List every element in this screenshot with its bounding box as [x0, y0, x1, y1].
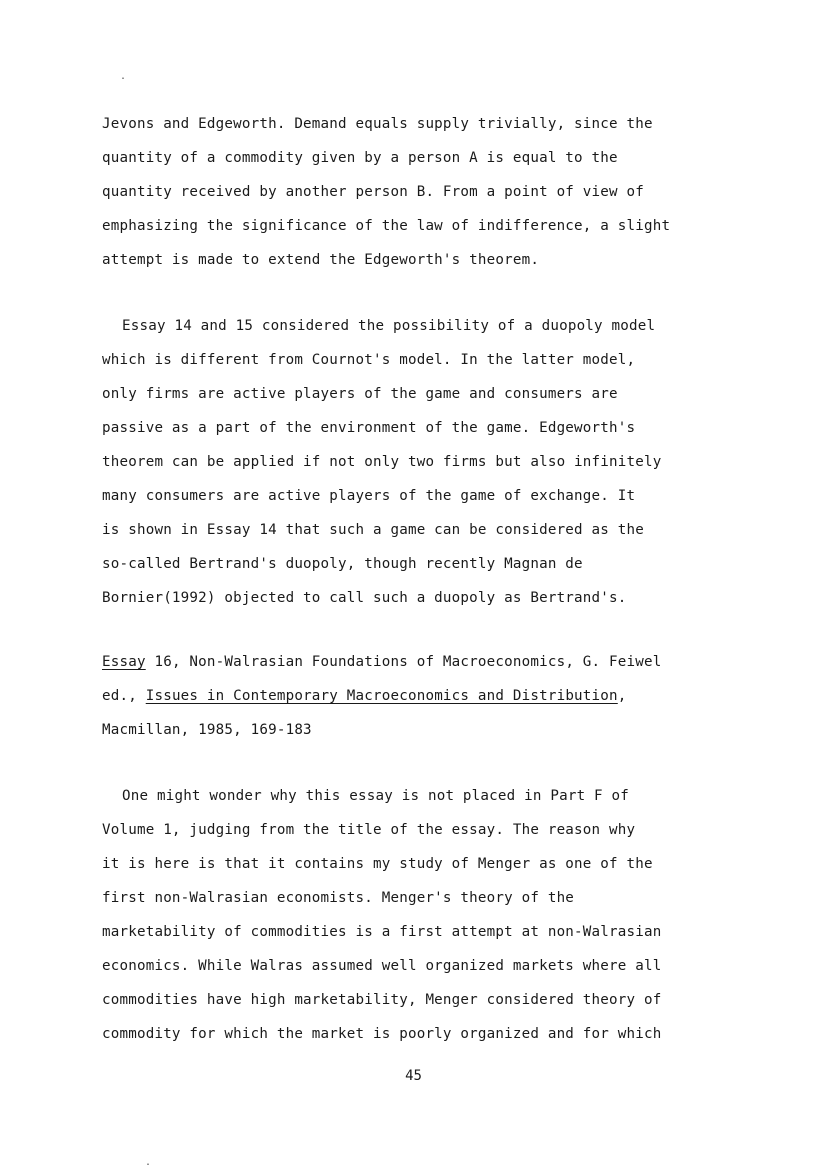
page-number: 45 — [405, 1068, 422, 1084]
text-line: which is different from Cournot's model. In the latter model, — [102, 352, 636, 368]
text-line: only firms are active players of the game and consumers are — [102, 386, 618, 402]
editor-label: ed., — [102, 688, 137, 704]
paragraph-menger — [102, 779, 727, 1051]
text-line — [102, 107, 727, 141]
reference-punctuation: , — [617, 688, 627, 704]
text-line: so-called Bertrand's duopoly, though recently Magnan de — [102, 556, 583, 572]
text-line: Bornier(1992) objected to call such a duopoly as Bertrand's. — [102, 590, 627, 606]
paragraph-duopoly-model — [102, 309, 727, 615]
text-line-content: Jevons and Edgeworth. Demand equals supply trivially, since the — [102, 116, 653, 132]
essay-label: Essay — [102, 654, 146, 670]
text-line: it is here is that it contains my study of Menger as one of the — [102, 856, 653, 872]
essay-reference — [102, 645, 727, 747]
book-title: Issues in Contemporary Macroeconomics and Distribution — [145, 688, 618, 704]
reference-text: 16, Non-Walrasian Foundations of Macroeconomics, G. Feiwel — [145, 654, 662, 670]
paragraph-edgeworth-theorem — [102, 107, 727, 277]
scan-speck: . — [145, 1157, 152, 1168]
text-line: theorem can be applied if not only two firms but also infinitely — [102, 454, 662, 470]
text-line: One might wonder why this essay is not placed in Part F of — [122, 788, 630, 804]
reference-line — [102, 679, 727, 713]
text-line: commodities have high marketability, Menger considered theory of — [102, 992, 662, 1008]
text-line: is shown in Essay 14 that such a game can be considered as the — [102, 522, 644, 538]
text-line: economics. While Walras assumed well organized markets where all — [102, 958, 662, 974]
text-line: commodity for which the market is poorly organized and for which — [102, 1026, 662, 1042]
text-line: first non-Walrasian economists. Menger's theory of the — [102, 890, 575, 906]
scan-speck: . — [120, 71, 127, 82]
text-line: quantity received by another person B. From a point of view of — [102, 184, 644, 200]
text-line: Essay 14 and 15 considered the possibility of a duopoly model — [122, 318, 656, 334]
text-line: emphasizing the significance of the law of indifference, a slight — [102, 218, 671, 234]
text-line: attempt is made to extend the Edgeworth's theorem. — [102, 252, 540, 268]
text-line: many consumers are active players of the game of exchange. It — [102, 488, 636, 504]
text-line: passive as a part of the environment of the game. Edgeworth's — [102, 420, 636, 436]
text-line: quantity of a commodity given by a person A is equal to the — [102, 150, 618, 166]
text-line: Volume 1, judging from the title of the essay. The reason why — [102, 822, 636, 838]
reference-line: Macmillan, 1985, 169-183 — [102, 722, 312, 738]
reference-line — [102, 645, 727, 679]
text-line: marketability of commodities is a first attempt at non-Walrasian — [102, 924, 662, 940]
